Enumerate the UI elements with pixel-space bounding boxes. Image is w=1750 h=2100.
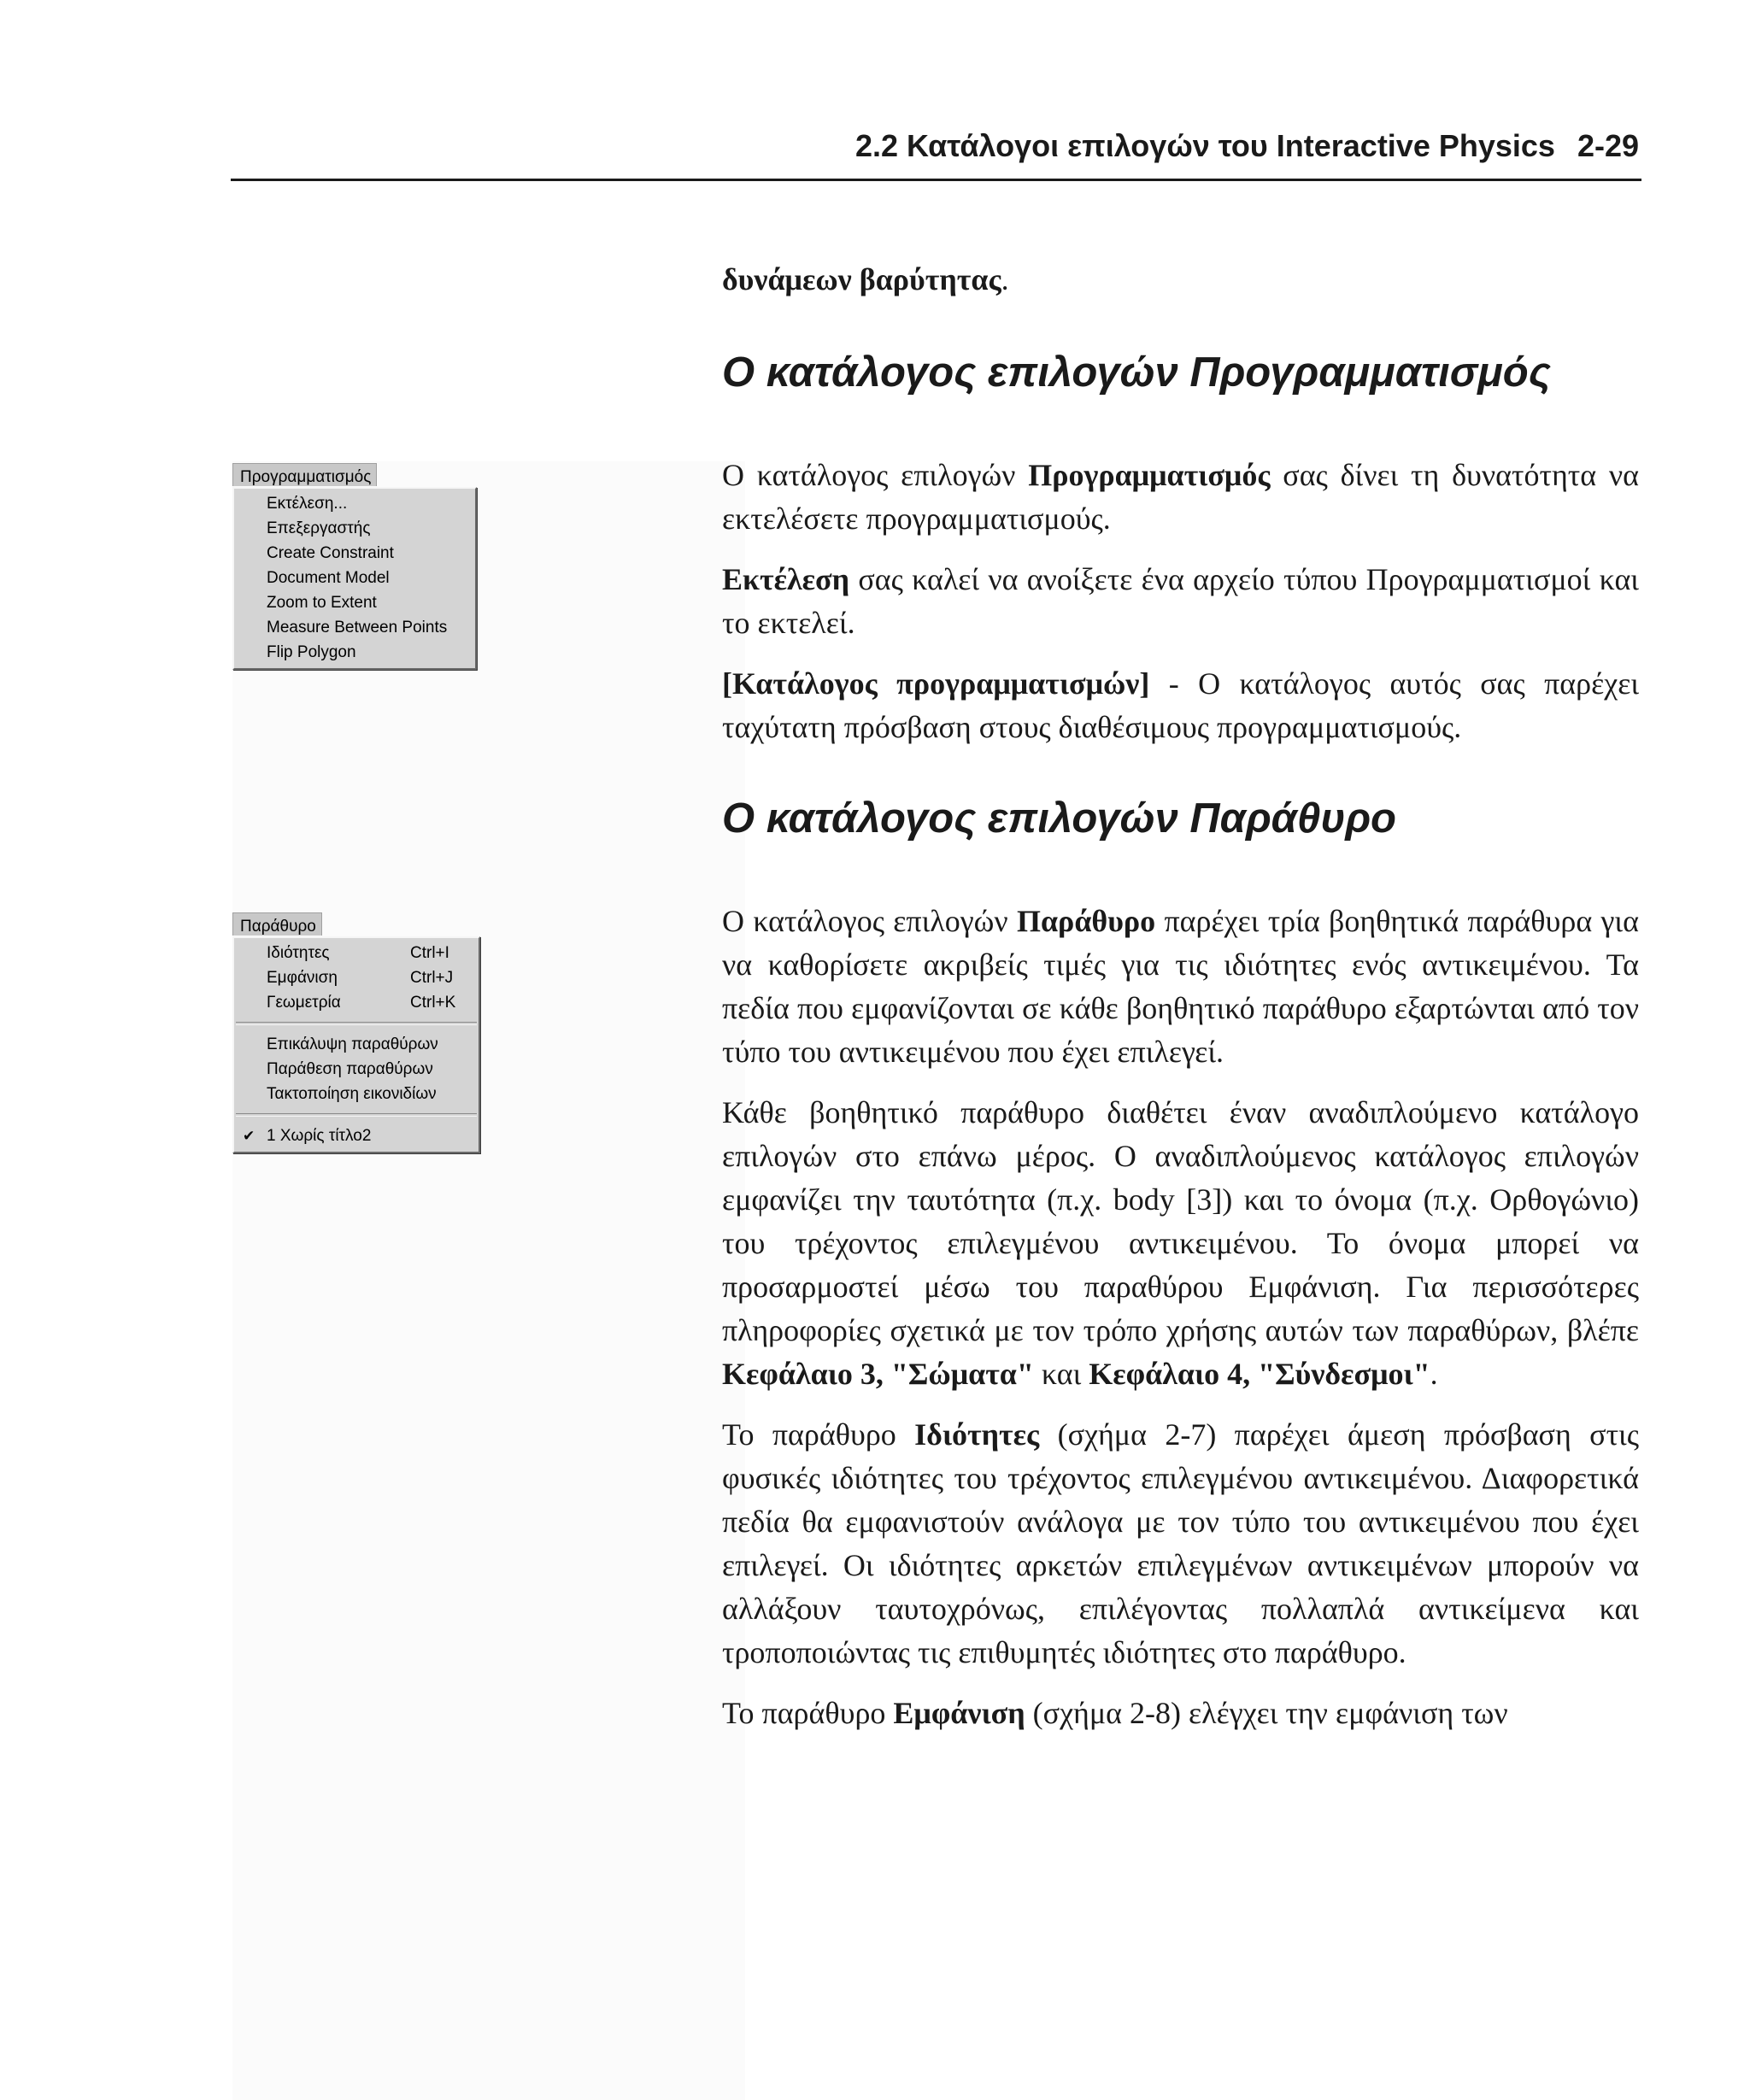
bold-reference: Κεφάλαιο 3, "Σώματα"	[722, 1357, 1034, 1391]
text: (σχήμα 2-8) ελέγχει την εμφάνιση των	[1025, 1696, 1508, 1730]
menu-item-geometry[interactable]	[234, 990, 479, 1015]
bold-term: Εμφάνιση	[893, 1696, 1025, 1730]
menu-title-programming[interactable]	[232, 463, 377, 486]
text: - Ο κατάλογος αυτός σας παρέχει ταχύτατη πρόσβαση στους διαθέσιμους προγραμματισμούς.	[722, 666, 1639, 744]
continuation-block	[722, 258, 1639, 302]
checkmark-icon: ✔	[243, 1128, 255, 1144]
menu-item-editor[interactable]	[234, 516, 475, 541]
paragraph	[722, 454, 1639, 541]
menu-title-label: Παράθυρο	[240, 918, 316, 936]
menu-item-arrange-icons[interactable]	[234, 1082, 479, 1106]
text: Κάθε βοηθητικό παράθυρο διαθέτει έναν αναδιπλούμενο κατάλογο επιλογών στο επάνω μέρος. Ο αναδιπλούμενος κατάλογος επιλογών εμφανίζει την ταυτότητα (π.χ. body [3]) και το όνομα (π.χ. Ορθογώνιο) του τρέχοντος επιλεγμένου αντικειμένου. Το όνομα μπορεί να προσαρμοστεί μέσω του παραθύρου Εμφάνιση. Για περισσότερες πληροφορίες σχετικά με τον τρόπο χρήσης αυτών των παραθύρων, βλέπε	[722, 1095, 1639, 1347]
menu-item-zoom-to-extent[interactable]	[234, 590, 475, 615]
running-header	[855, 128, 1639, 164]
section-heading-programming: Ο κατάλογος επιλογών Προγραμματισμός	[722, 349, 1551, 396]
text: Ο κατάλογος επιλογών	[722, 904, 1017, 938]
menu-item-label: Zoom to Extent	[267, 594, 377, 612]
continuation-tail: .	[1001, 262, 1009, 296]
text: σας καλεί να ανοίξετε ένα αρχείο τύπου Προγραμματισμοί και το εκτελεί.	[722, 562, 1639, 640]
menu-item-create-constraint[interactable]	[234, 541, 475, 566]
paragraph	[722, 900, 1639, 1074]
shortcut-label: Ctrl+J	[410, 969, 454, 987]
continuation-bold: δυνάμεων βαρύτητας	[722, 262, 1001, 296]
menu-separator	[236, 1022, 477, 1025]
shortcut-label: Ctrl+K	[410, 994, 456, 1012]
menu-item-window-untitled2[interactable]	[234, 1123, 479, 1148]
page-number: 2-29	[1577, 128, 1639, 163]
paragraph	[722, 1692, 1639, 1735]
menu-item-label: Create Constraint	[267, 544, 394, 562]
menu-item-label: 1 Χωρίς τίτλο2	[267, 1127, 372, 1145]
menu-separator	[236, 1113, 477, 1117]
menu-item-measure-between-points[interactable]	[234, 615, 475, 640]
menu-title-label: Προγραμματισμός	[240, 468, 372, 486]
text: Ο κατάλογος επιλογών	[722, 458, 1029, 492]
menu-item-document-model[interactable]	[234, 566, 475, 590]
text: Το παράθυρο	[722, 1417, 915, 1452]
paragraph	[722, 1091, 1639, 1396]
menu-item-label: Εκτέλεση...	[267, 495, 348, 513]
menu-item-properties[interactable]	[234, 941, 479, 965]
section-heading-window: Ο κατάλογος επιλογών Παράθυρο	[722, 795, 1396, 842]
shortcut-label: Ctrl+I	[410, 944, 449, 962]
text: παρέχει τρία βοηθητικά παράθυρα για να καθορίσετε ακριβείς τιμές για τις ιδιότητες ενός αντικειμένου. Τα πεδία που εμφανίζονται σε κάθε βοηθητικό παράθυρο εξαρτώνται από τον τύπο του αντικειμένου που έχει επιλεγεί.	[722, 904, 1639, 1069]
text: Το παράθυρο	[722, 1696, 894, 1730]
text: .	[1430, 1357, 1438, 1391]
text: (σχήμα 2-7) παρέχει άμεση πρόσβαση στις φυσικές ιδιότητες του τρέχοντος επιλεγμένου αντικειμένου. Διαφορετικά πεδία θα εμφανιστούν ανάλογα με τον τύπο του αντικειμένου που έχει επιλεγεί. Οι ιδιότητες αρκετών επιλεγμένων αντικειμένων μπορούν να αλλάξουν ταυτοχρόνως, επιλέγοντας πολλαπλά αντικείμενα και τροποποιώντας τις επιθυμητές ιδιότητες στο παράθυρο.	[722, 1417, 1639, 1669]
menu-item-label: Εμφάνιση	[267, 969, 338, 987]
menu-item-cascade[interactable]	[234, 1032, 479, 1057]
menu-item-label: Παράθεση παραθύρων	[267, 1060, 433, 1078]
section-body-programming	[722, 454, 1639, 749]
bold-reference: Κεφάλαιο 4, "Σύνδεσμοι"	[1089, 1357, 1430, 1391]
window-menu	[232, 912, 480, 1153]
programming-menu	[232, 463, 477, 670]
menu-panel	[232, 487, 477, 670]
margin-shade	[232, 461, 745, 2100]
menu-item-label: Measure Between Points	[267, 619, 448, 636]
section-title: 2.2 Κατάλογοι επιλογών του Interactive Physics	[854, 128, 1555, 163]
menu-item-run[interactable]	[234, 491, 475, 516]
text: και	[1033, 1357, 1089, 1391]
header-rule	[231, 179, 1641, 181]
menu-item-label: Ιδιότητες	[267, 944, 330, 962]
bold-term: Ιδιότητες	[914, 1417, 1040, 1452]
menu-item-label: Γεωμετρία	[267, 994, 341, 1012]
bold-term: [Κατάλογος προγραμματισμών]	[722, 666, 1150, 701]
menu-panel	[232, 936, 480, 1153]
menu-item-flip-polygon[interactable]	[234, 640, 475, 665]
menu-item-label: Επεξεργαστής	[267, 519, 371, 537]
menu-item-label: Flip Polygon	[267, 643, 356, 661]
text: σας δίνει τη δυνατότητα να εκτελέσετε προγραμματισμούς.	[722, 458, 1639, 536]
section-body-window	[722, 900, 1639, 1735]
menu-item-label: Document Model	[267, 569, 390, 587]
paragraph	[722, 1413, 1639, 1675]
paragraph	[722, 558, 1639, 645]
menu-title-window[interactable]	[232, 912, 322, 936]
bold-term: Παράθυρο	[1016, 904, 1156, 938]
menu-item-tile[interactable]	[234, 1057, 479, 1082]
bold-term: Εκτέλεση	[722, 562, 850, 596]
menu-item-label: Τακτοποίηση εικονιδίων	[267, 1085, 437, 1103]
bold-term: Προγραμματισμός	[1028, 458, 1271, 492]
menu-item-label: Επικάλυψη παραθύρων	[267, 1035, 438, 1053]
paragraph	[722, 662, 1639, 749]
continuation-paragraph	[722, 258, 1639, 302]
menu-item-appearance[interactable]	[234, 965, 479, 990]
